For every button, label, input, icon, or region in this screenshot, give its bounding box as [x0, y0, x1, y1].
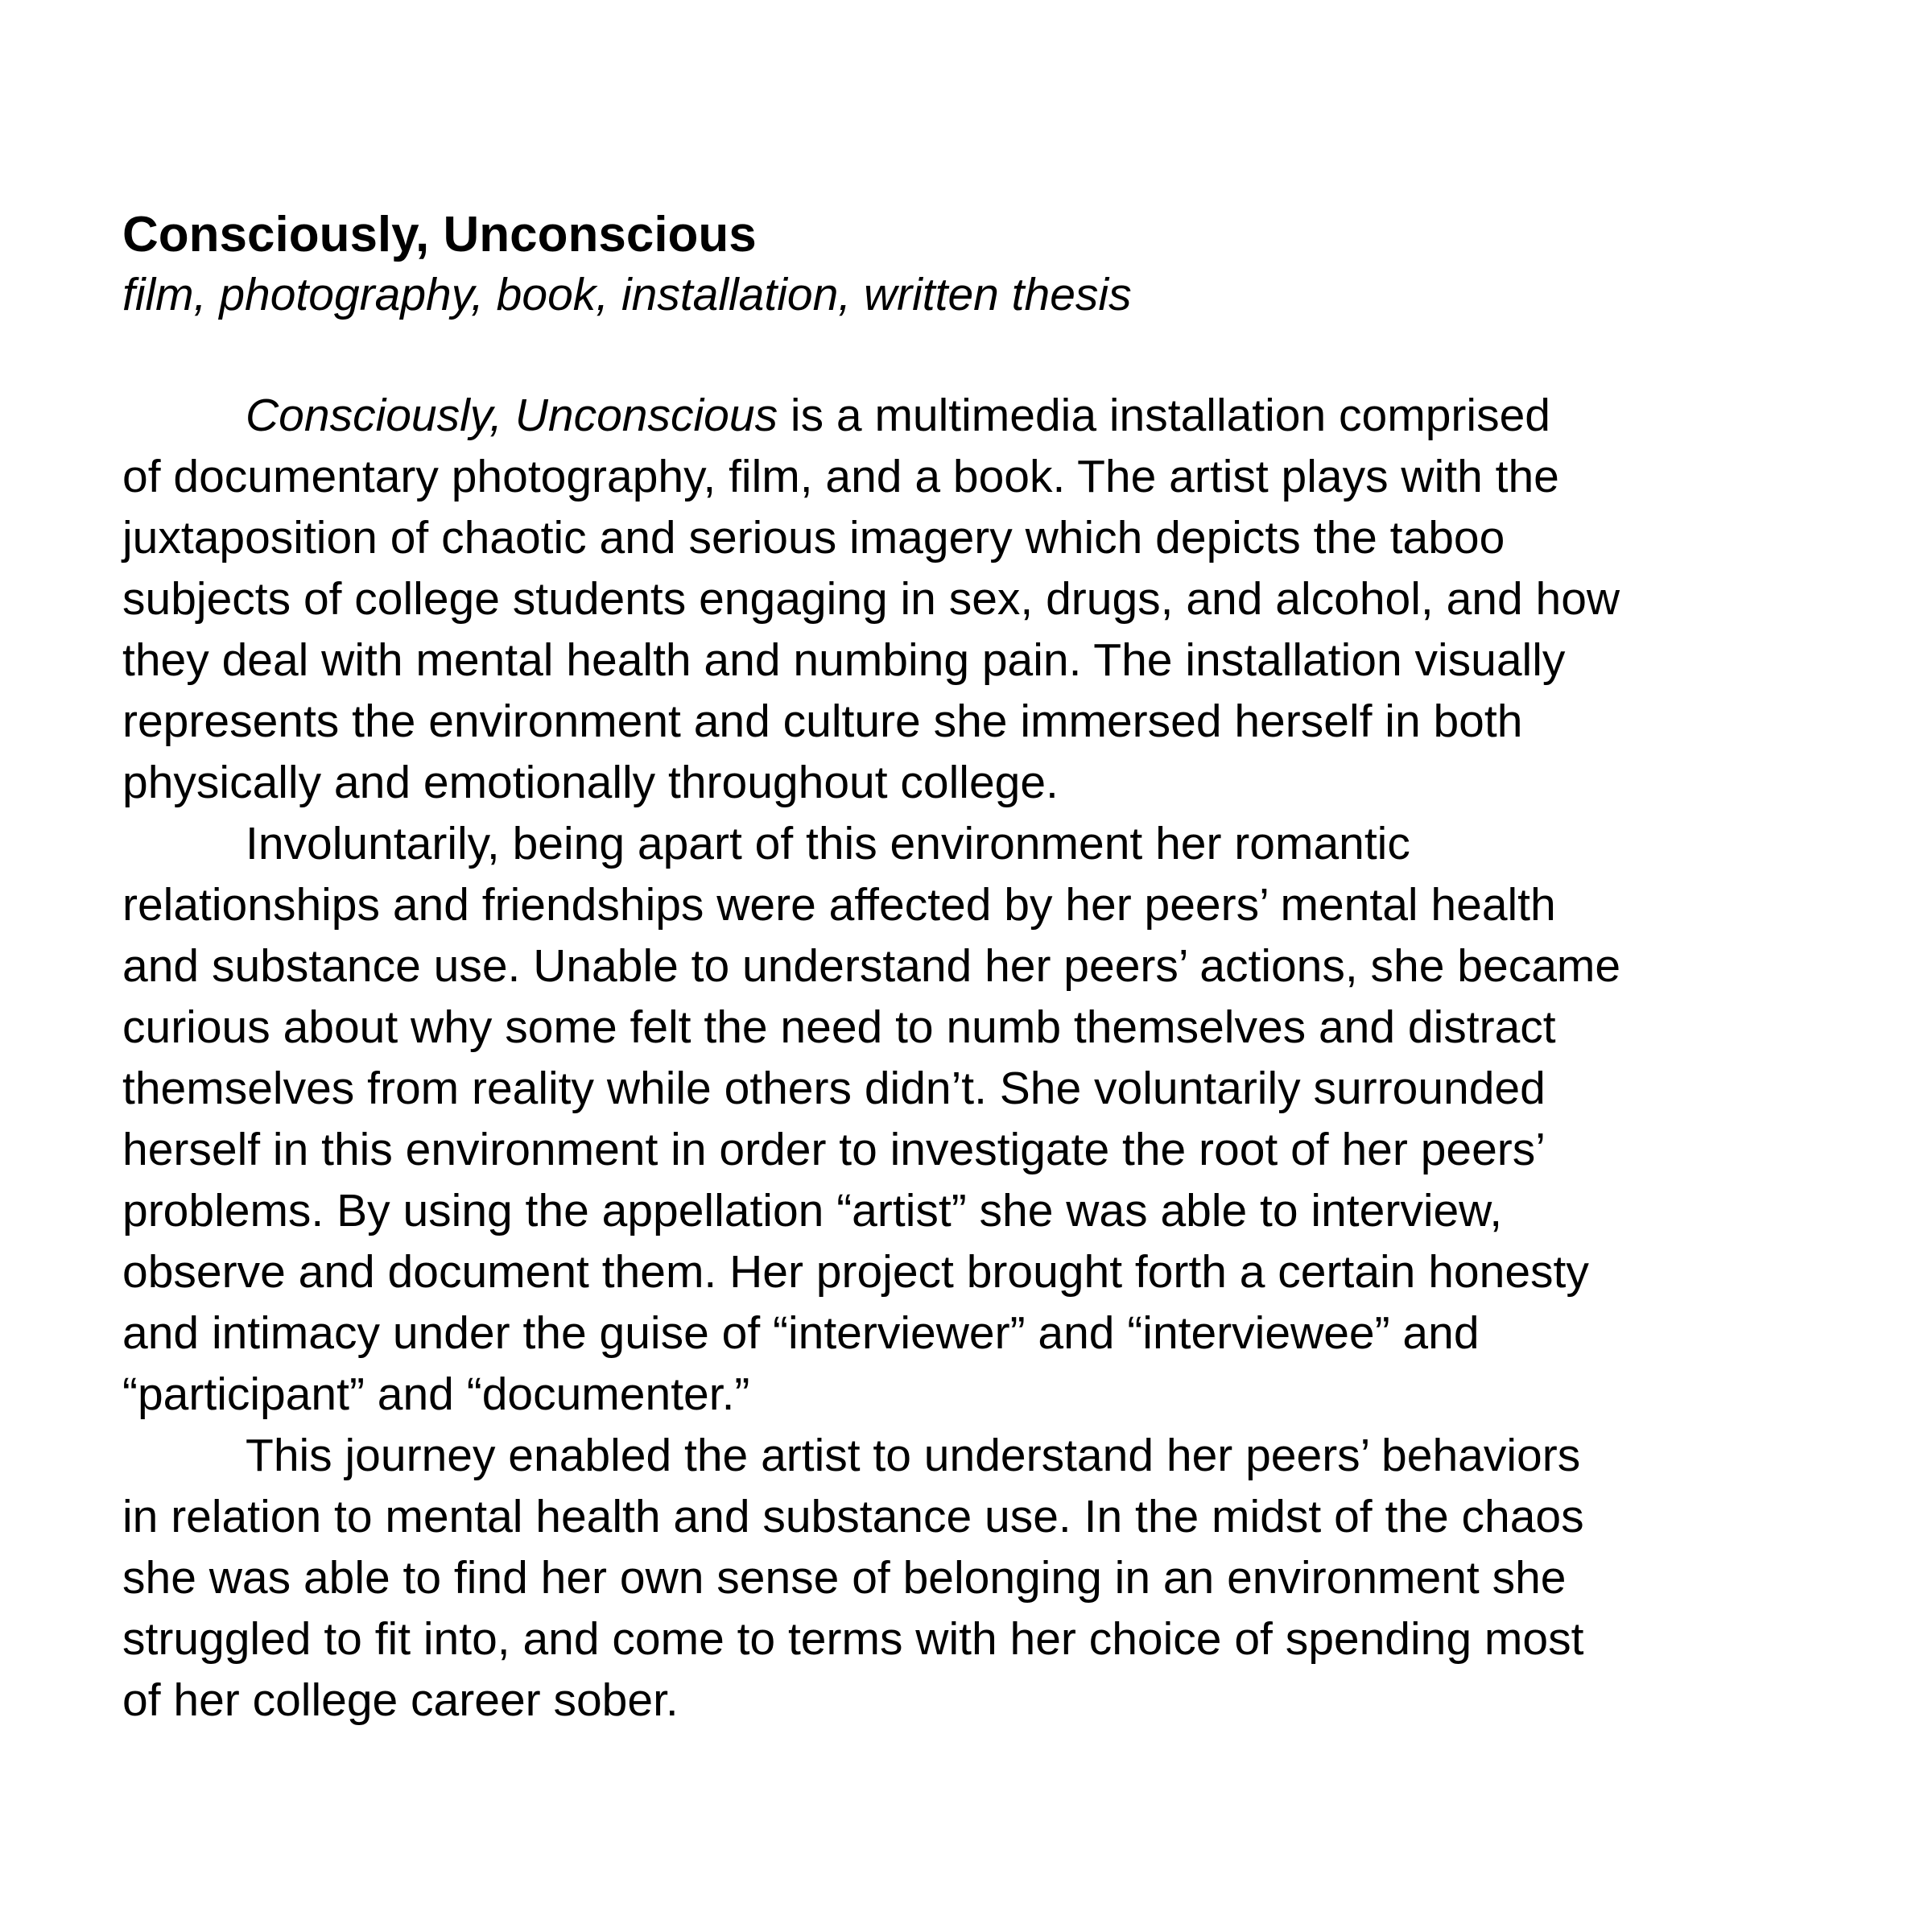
paragraph-1 — [122, 385, 1829, 813]
paragraph-3 — [122, 1425, 1829, 1731]
paragraph-line: curious about why some felt the need to numb themselves and distract — [122, 1001, 1556, 1053]
paragraph-line: juxtaposition of chaotic and serious imagery which depicts the taboo — [122, 512, 1505, 564]
paragraph-line: subjects of college students engaging in sex, drugs, and alcohol, and how — [122, 573, 1620, 625]
paragraph-line — [122, 385, 1829, 446]
paragraph-2 — [122, 813, 1829, 1425]
paragraph-line: problems. By using the appellation “artist” she was able to interview, — [122, 1185, 1503, 1236]
document-body — [122, 385, 1829, 1731]
paragraph-line: This journey enabled the artist to understand her peers’ behaviors — [246, 1430, 1581, 1481]
document-title: Consciously, Unconscious — [122, 207, 757, 262]
paragraph-line: in relation to mental health and substance use. In the midst of the chaos — [122, 1491, 1584, 1542]
paragraph-line: themselves from reality while others didn’t. She voluntarily surrounded — [122, 1063, 1546, 1114]
italic-work-title: Consciously, Unconscious — [246, 390, 778, 441]
document-page — [122, 205, 1829, 1731]
paragraph-line: represents the environment and culture she immersed herself in both — [122, 696, 1523, 747]
paragraph-line: and intimacy under the guise of “interviewer” and “interviewee” and — [122, 1307, 1480, 1359]
paragraph-line: herself in this environment in order to investigate the root of her peers’ — [122, 1124, 1546, 1175]
paragraph-line: of documentary photography, film, and a book. The artist plays with the — [122, 451, 1559, 502]
paragraph-line: Involuntarily, being apart of this environment her romantic — [246, 818, 1410, 869]
paragraph-line: physically and emotionally throughout college. — [122, 757, 1059, 808]
paragraph-line: struggled to fit into, and come to terms with her choice of spending most — [122, 1613, 1584, 1665]
paragraph-line: observe and document them. Her project brought forth a certain honesty — [122, 1246, 1589, 1298]
document-subtitle: film, photography, book, installation, written thesis — [122, 269, 1132, 320]
paragraph-text: is a multimedia installation comprised — [778, 390, 1550, 441]
paragraph-line: and substance use. Unable to understand her peers’ actions, she became — [122, 940, 1621, 992]
paragraph-line: they deal with mental health and numbing pain. The installation visually — [122, 634, 1566, 686]
paragraph-line: relationships and friendships were affected by her peers’ mental health — [122, 879, 1556, 931]
paragraph-line: “participant” and “documenter.” — [122, 1368, 750, 1420]
paragraph-line: she was able to find her own sense of belonging in an environment she — [122, 1552, 1567, 1604]
paragraph-line: of her college career sober. — [122, 1674, 679, 1726]
